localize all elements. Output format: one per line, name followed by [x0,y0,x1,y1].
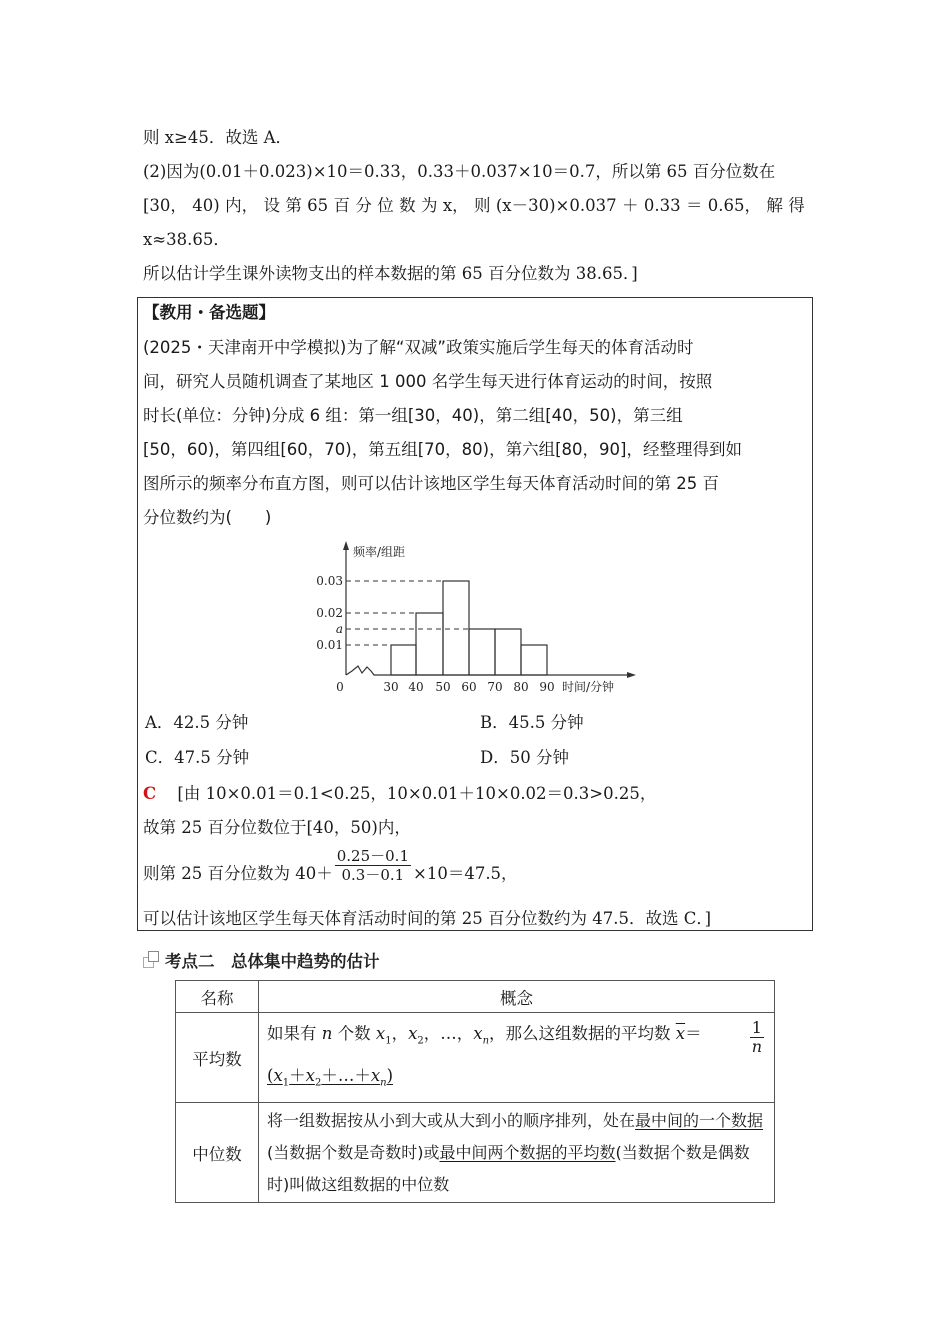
svg-text:70: 70 [487,680,503,694]
svg-text:0.03: 0.03 [316,574,343,588]
fraction [335,847,411,884]
answer-line-4: 可以估计该地区学生每天体育活动时间的第 25 百分位数约为 47.5．故选 C．] [143,909,712,928]
fraction-numerator: 0.25－0.1 [336,847,409,865]
option-a[interactable]: A．42.5 分钟 [145,713,249,732]
section-title: 考点二 总体集中趋势的估计 [165,952,380,971]
row-name: 中位数 [176,1103,259,1203]
problem-line: 间，研究人员随机调查了某地区 1 000 名学生每天进行体育运动的时间，按照 [143,372,713,391]
header-name: 名称 [176,981,259,1013]
median-text: (当数据个数是奇数时)或 [267,1142,440,1162]
svg-text:80: 80 [513,680,529,694]
solution-token: 位 [377,196,394,215]
svg-text:40: 40 [408,680,424,694]
solution-token: 0.33 [643,196,681,215]
solution-line-2: (2)因为(0.01＋0.023)×10＝0.33，0.33＋0.037×10＝0.7，所以第 65 百分位数在 [143,162,776,181]
solution-token: x， [442,196,469,215]
median-underlined: 最中间的一个数据 [635,1110,764,1130]
table-header-row [176,981,775,1013]
answer-line-2: 故第 25 百分位数位于[40，50)内， [143,818,411,837]
solution-token: 分 [355,196,372,215]
svg-text:a: a [335,622,343,636]
solution-line-5: 所以估计学生课外读物支出的样本数据的第 65 百分位数为 38.65．] [143,264,638,283]
fraction-denominator: n [751,1037,762,1057]
problem-line: 图所示的频率分布直方图，则可以估计该地区学生每天体育活动时间的第 25 百 [143,474,719,493]
solution-line-4: x≈38.65． [143,230,230,249]
svg-text:0.02: 0.02 [316,606,343,620]
mean-definition: 如果有 n 个数 $x_1$，$x_2$，…，$x_n$，那么这组数据的平均数 $\overline{x}=$ [267,1024,702,1047]
median-underlined: 最中间两个数据的平均数 [439,1142,616,1162]
svg-text:30: 30 [383,680,399,694]
svg-text:90: 90 [539,680,555,694]
solution-token: 为 [420,196,438,215]
solution-token: 数 [399,196,416,215]
fraction-denominator: 0.3－0.1 [341,866,405,884]
solution-token: 内， [225,196,259,215]
answer-letter: C [143,784,157,803]
solution-token: ＝ [685,196,703,215]
solution-token: ＋ [621,196,639,215]
solution-token: 40) [192,196,220,215]
solution-token: 第 [285,196,302,215]
problem-line: 时长(单位：分钟)分成 6 组：第一组[30，40)，第二组[40，50)，第三组 [143,406,683,425]
x-axis-label: 时间/分钟 [562,680,615,694]
row-name: 平均数 [176,1013,259,1103]
row-concept [259,1103,775,1203]
solution-token: 百 [333,196,351,215]
table-row [176,1103,775,1203]
row-concept [259,1013,775,1103]
option-b[interactable]: B．45.5 分钟 [480,713,584,732]
problem-line: 分位数约为( ) [143,508,272,527]
svg-text:50: 50 [435,680,451,694]
svg-text:0.01: 0.01 [316,638,343,652]
answer-text: 则第 25 百分位数为 40＋ [143,864,333,883]
problem-line: [50，60)，第四组[60，70)，第五组[70，80)，第六组[80，90]，经整理得到如 [143,440,742,459]
svg-text:0: 0 [336,680,344,694]
solution-token: 则 [474,196,491,215]
answer-text: [由 10×0.01＝0.1<0.25，10×0.01＋10×0.02＝0.3>0.25， [177,784,657,803]
median-text: 将一组数据按从小到大或从大到小的顺序排列，处在 [267,1110,636,1130]
option-c[interactable]: C．47.5 分钟 [145,748,250,767]
svg-text:60: 60 [461,680,477,694]
solution-token: [30， [143,196,187,215]
problem-tag: 【教用・备选题】 [143,303,275,322]
concept-table [175,980,775,1203]
solution-line-3 [143,196,805,216]
option-d[interactable]: D．50 分钟 [480,748,569,767]
header-concept: 概念 [259,981,775,1013]
solution-token: 65 [307,196,329,215]
solution-token: 解 [766,196,783,215]
solution-line-1: 则 x≥45．故选 A． [143,128,293,147]
solution-token: (x－30)×0.037 [495,196,617,215]
fraction [750,1019,764,1056]
solution-token: 0.65， [707,196,762,215]
section-heading [143,948,380,972]
table-row [176,1013,775,1103]
answer-line-1 [143,784,656,804]
solution-token: 设 [263,196,280,215]
frequency-histogram [300,535,645,705]
solution-token: 得 [788,196,805,215]
section-squares-icon [143,951,161,969]
answer-text: ×10＝47.5， [413,864,518,883]
problem-line: (2025・天津南开中学模拟)为了解“双减”政策实施后学生每天的体育活动时 [143,338,694,357]
y-axis-label: 频率/组距 [353,545,406,559]
mean-formula: $(x_1+x_2+\dots+x_n)$ [267,1066,394,1089]
answer-line-3 [143,847,518,884]
median-text: (当数据个数是偶数时)叫做这组数据的中位数 [267,1142,750,1194]
fraction-numerator: 1 [750,1019,764,1038]
